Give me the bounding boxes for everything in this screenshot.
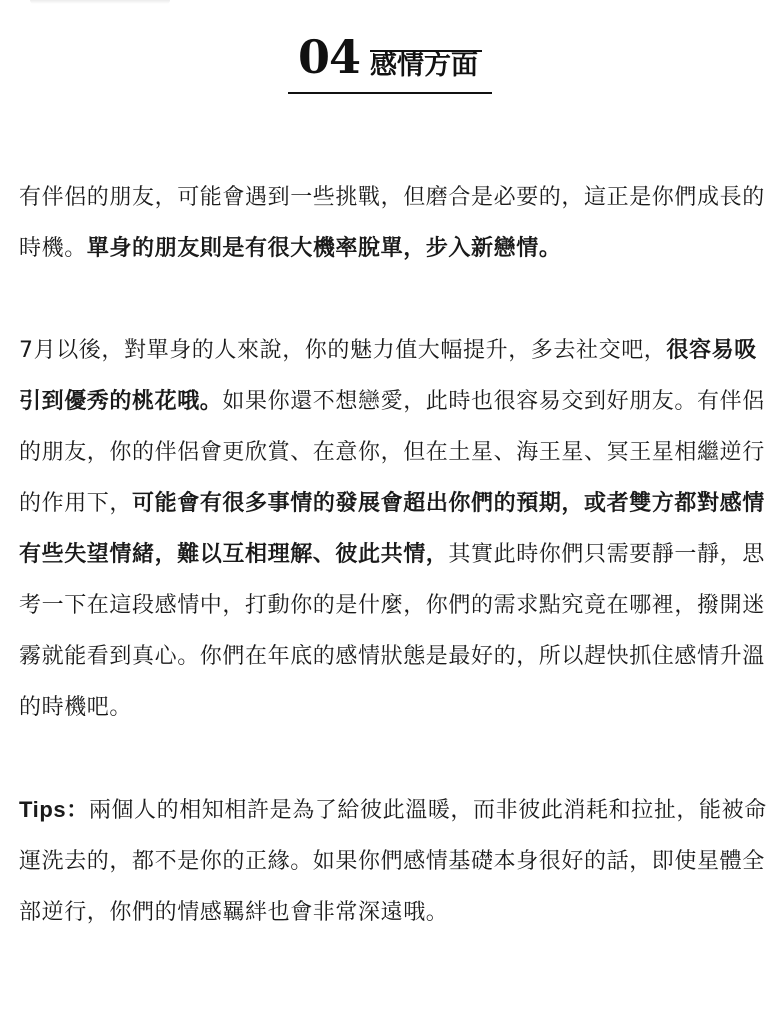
section-heading xyxy=(288,28,492,94)
text-segment: 7月以後，對單身的人來說，你的魅力值大幅提升，多去社交吧， xyxy=(19,338,667,363)
bold-text-segment: 可能會有很多事情的發展會超出你們的預期，或者雙方都對感情有些失望情緒，難以互相理解、彼此共情， xyxy=(19,491,765,567)
text-segment: 其實此時你們只需要靜一靜，思考一下在這段感情中，打動你的是什麼，你們的需求點究竟在哪裡，撥開迷霧就能看到真心。你們在年底的感情狀態是最好的，所以趕快抓住感情升溫的時機吧。 xyxy=(19,542,765,720)
tips-label: Tips： xyxy=(19,797,89,822)
paragraph-tips xyxy=(19,784,767,938)
text-segment: 如果你還不想戀愛，此時也很容易交到好朋友。有伴侶的朋友，你的伴侶會更欣賞、在意你，但在土星、海王星、冥王星相繼逆行的作用下， xyxy=(19,389,765,516)
top-edge-shadow xyxy=(30,0,170,4)
text-segment: 有伴侶的朋友，可能會遇到一些挑戰，但磨合是必要的，這正是你們成長的時機。 xyxy=(19,185,765,261)
paragraph-2 xyxy=(19,325,767,733)
paragraph-1 xyxy=(19,172,767,274)
bold-text-segment: 單身的朋友則是有很大機率脫單，步入新戀情。 xyxy=(86,236,562,261)
bold-text-segment: 很容易吸引到優秀的桃花哦。 xyxy=(19,338,757,414)
article-body xyxy=(19,172,767,938)
text-segment: 兩個人的相知相許是為了給彼此溫暖，而非彼此消耗和拉扯，能被命運洗去的，都不是你的正緣。如果你們感情基礎本身很好的話，即使星體全部逆行，你們的情感羈絆也會非常深遠哦。 xyxy=(19,798,767,925)
section-number: 04 xyxy=(298,30,361,84)
section-title: 感情方面 xyxy=(370,50,478,81)
